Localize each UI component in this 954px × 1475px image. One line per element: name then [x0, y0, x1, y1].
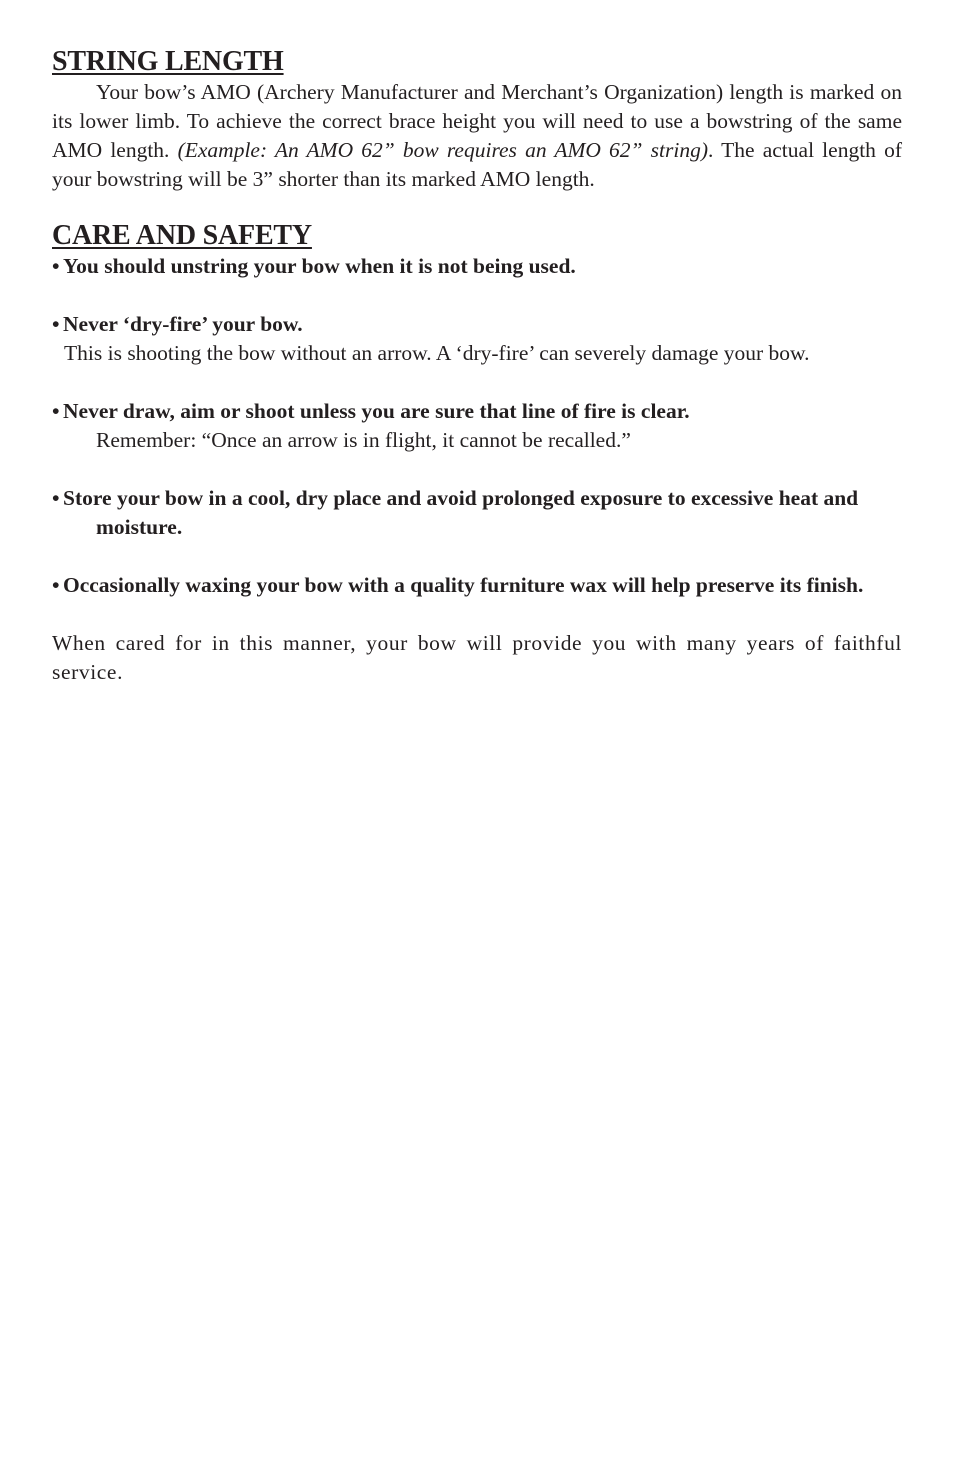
safety-item-storage — [52, 484, 902, 542]
bullet-icon: • — [52, 312, 60, 336]
document-page — [52, 46, 902, 687]
string-length-paragraph — [52, 78, 902, 194]
string-length-text-1: Your bow’s AMO (Archery Manufacturer and Merchant’s Organization) length is marked on its lower limb. To achieve the correct brace height you will need to use a bowstring of the same AMO length. — [52, 80, 902, 162]
safety-item-detail: This is shooting the bow without an arrow. A ‘dry-fire’ can severely damage your bow. — [64, 341, 810, 365]
safety-item-title: Occasionally waxing your bow with a quality furniture wax will help preserve its finish. — [63, 573, 864, 597]
safety-item-dry-fire — [52, 310, 902, 339]
safety-item-detail: Remember: “Once an arrow is in flight, it cannot be recalled.” — [96, 428, 631, 452]
safety-item-title: Store your bow in a cool, dry place and avoid prolonged exposure to excessive heat and moisture. — [63, 486, 859, 539]
safety-item-title: Never ‘dry-fire’ your bow. — [63, 312, 303, 336]
care-safety-heading: CARE AND SAFETY — [52, 220, 312, 251]
safety-item-title: Never draw, aim or shoot unless you are sure that line of fire is clear. — [63, 399, 690, 423]
string-length-text-2: . The actual length of your bowstring will be 3” shorter than its marked AMO length. — [52, 138, 902, 191]
string-length-heading: STRING LENGTH — [52, 46, 284, 77]
bullet-icon: • — [52, 486, 60, 510]
bullet-icon: • — [52, 573, 60, 597]
bullet-icon: • — [52, 399, 60, 423]
safety-item-unstring — [52, 252, 902, 281]
safety-item-line-of-fire — [52, 397, 902, 426]
string-length-example: (Example: An AMO 62” bow requires an AMO 62” string) — [177, 138, 708, 162]
safety-item-waxing — [52, 571, 902, 600]
safety-item-title: You should unstring your bow when it is not being used. — [63, 254, 576, 278]
closing-paragraph: When cared for in this manner, your bow will provide you with many years of faithful service. — [52, 631, 902, 684]
bullet-icon: • — [52, 254, 60, 278]
